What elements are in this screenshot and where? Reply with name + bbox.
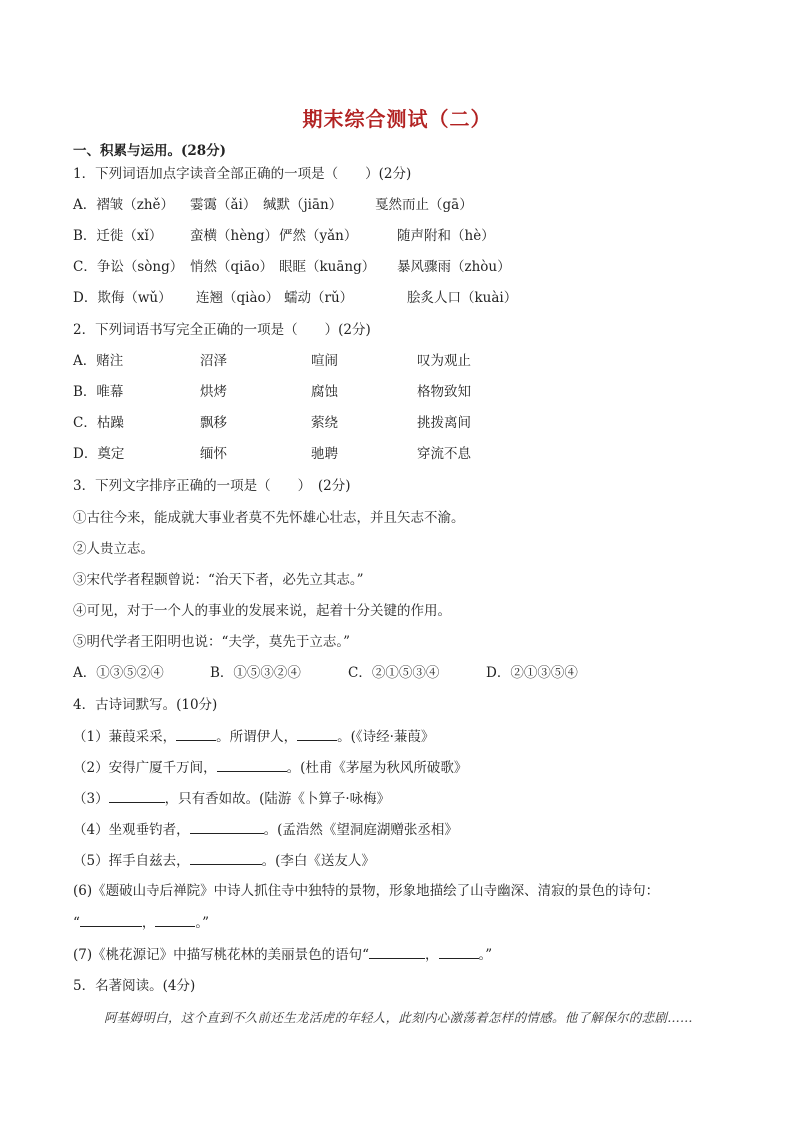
option-c-item-4: 暴风骤雨（zhòu） [397,259,511,275]
option-b-item-1: B．迁徙（xǐ） [73,228,163,244]
poem-line-1-text-b: 。所谓伊人， [216,729,298,745]
answer-blank[interactable] [439,945,479,959]
poem-line-5-text-b: 。(李白《送友人》 [261,853,375,869]
order-option-c: C．②①⑤③④ [348,665,440,681]
poem-line-1 [73,727,434,746]
sentence-1: ①古往今来，能成就大事业者莫不先怀雄心壮志，并且矢志不渝。 [73,510,465,526]
poem-line-3-text-a: （3） [73,791,109,807]
poem-line-5 [73,851,375,870]
comma: ， [425,947,439,963]
option-b-word-3: 腐蚀 [311,384,338,400]
quote-close: 。” [195,915,210,931]
poem-line-4-text-a: （4）坐观垂钓者， [73,822,190,838]
option-c-word-4: 挑拨离间 [417,415,471,431]
sentence-4: ④可见，对于一个人的事业的发展来说，起着十分关键的作用。 [73,603,451,619]
question-5-stem: 5．名著阅读。(4分) [73,978,196,994]
poem-line-7-text-a: (7)《桃花源记》中描写桃花林的美丽景色的语句“ [73,947,370,963]
option-c-item-2: 悄然（qiāo） [190,259,274,275]
section-heading: 一、积累与运用。(28分) [73,143,227,159]
poem-line-3 [73,789,390,808]
poem-line-6-answer [73,913,209,932]
answer-blank[interactable] [109,789,165,803]
poem-line-4-text-b: 。(孟浩然《望洞庭湖赠张丞相》 [263,822,458,838]
option-b-word-1: B．唯幕 [73,384,124,400]
question-3-stem: 3．下列文字排序正确的一项是（ ） (2分) [73,478,351,494]
comma: ， [141,915,156,931]
page-title: 期末综合测试（二） [302,107,492,131]
option-c-item-3: 眼眶（kuāng） [279,259,376,275]
option-a-word-3: 喧闹 [311,353,338,369]
poem-line-7 [73,945,492,964]
option-d-item-3: 蠕动（rǔ） [284,290,354,306]
answer-blank[interactable] [80,913,142,927]
poem-line-5-text-a: （5）挥手自兹去， [73,853,190,869]
option-d-word-3: 驰聘 [311,446,338,462]
poem-line-2-text-b: 。(杜甫《茅屋为秋风所破歌》 [286,760,468,776]
option-b-item-4: 随声附和（hè） [397,228,495,244]
poem-line-4 [73,820,458,839]
option-a-item-3: 缄默（jiān） [263,197,343,213]
order-option-a: A．①③⑤②④ [73,665,164,681]
option-d-item-1: D．欺侮（wǔ） [73,290,172,306]
option-b-item-2: 蛮横（hèng） [190,228,279,244]
answer-blank[interactable] [155,913,195,927]
option-a-item-2: 霎霭（ǎi） [190,197,257,213]
poem-line-1-text-a: （1）蒹葭采采， [73,729,177,745]
option-d-word-2: 缅怀 [200,446,227,462]
option-b-item-3: 俨然（yǎn） [279,228,358,244]
question-4-stem: 4．古诗词默写。(10分) [73,697,218,713]
answer-blank[interactable] [369,945,425,959]
option-d-item-2: 连翘（qiào） [196,290,280,306]
option-a-word-1: A．赌注 [73,353,124,369]
poem-line-6: (6)《题破山寺后禅院》中诗人抓住寺中独特的景物，形象地描绘了山寺幽深、清寂的景色的诗句： [73,883,660,899]
option-a-item-4: 戛然而止（gā） [375,197,473,213]
sentence-3: ③宋代学者程颢曾说：“治天下者，必先立其志。” [73,572,364,588]
order-option-b: B．①⑤③②④ [210,665,301,681]
option-d-item-4: 脍炙人口（kuài） [407,290,518,306]
option-c-word-3: 萦绕 [311,415,338,431]
option-d-word-4: 穿流不息 [417,446,471,462]
reading-excerpt: 阿基姆明白，这个直到不久前还生龙活虎的年轻人，此刻内心激荡着怎样的情感。他了解保尔的悲剧…… [104,1010,693,1025]
sentence-5: ⑤明代学者王阳明也说：“夫学，莫先于立志。” [73,634,351,650]
question-1-stem: 1．下列词语加点字读音全部正确的一项是（ ）(2分) [73,166,412,182]
option-c-word-2: 飘移 [200,415,227,431]
poem-line-1-text-c: 。(《诗经·蒹葭》 [337,729,435,745]
option-a-word-2: 沼泽 [200,353,227,369]
order-option-d: D．②①③⑤④ [486,665,578,681]
answer-blank[interactable] [190,851,262,865]
option-b-word-4: 格物致知 [417,384,471,400]
answer-blank[interactable] [297,727,337,741]
option-c-item-1: C．争讼（sòng） [73,259,184,275]
option-b-word-2: 烘烤 [200,384,227,400]
poem-line-2-text-a: （2）安得广厦千万间， [73,760,217,776]
quote-close: 。” [478,947,493,963]
option-a-item-1: A．褶皱（zhě） [73,197,175,213]
option-d-word-1: D．奠定 [73,446,125,462]
option-a-word-4: 叹为观止 [417,353,471,369]
option-c-word-1: C．枯躁 [73,415,124,431]
answer-blank[interactable] [217,758,287,772]
quote-open: “ [73,915,80,931]
sentence-2: ②人贵立志。 [73,541,154,557]
question-2-stem: 2．下列词语书写完全正确的一项是（ ）(2分) [73,322,371,338]
answer-blank[interactable] [176,727,216,741]
poem-line-2 [73,758,467,777]
answer-blank[interactable] [190,820,264,834]
poem-line-3-text-b: ，只有香如故。(陆游《卜算子·咏梅》 [164,791,391,807]
